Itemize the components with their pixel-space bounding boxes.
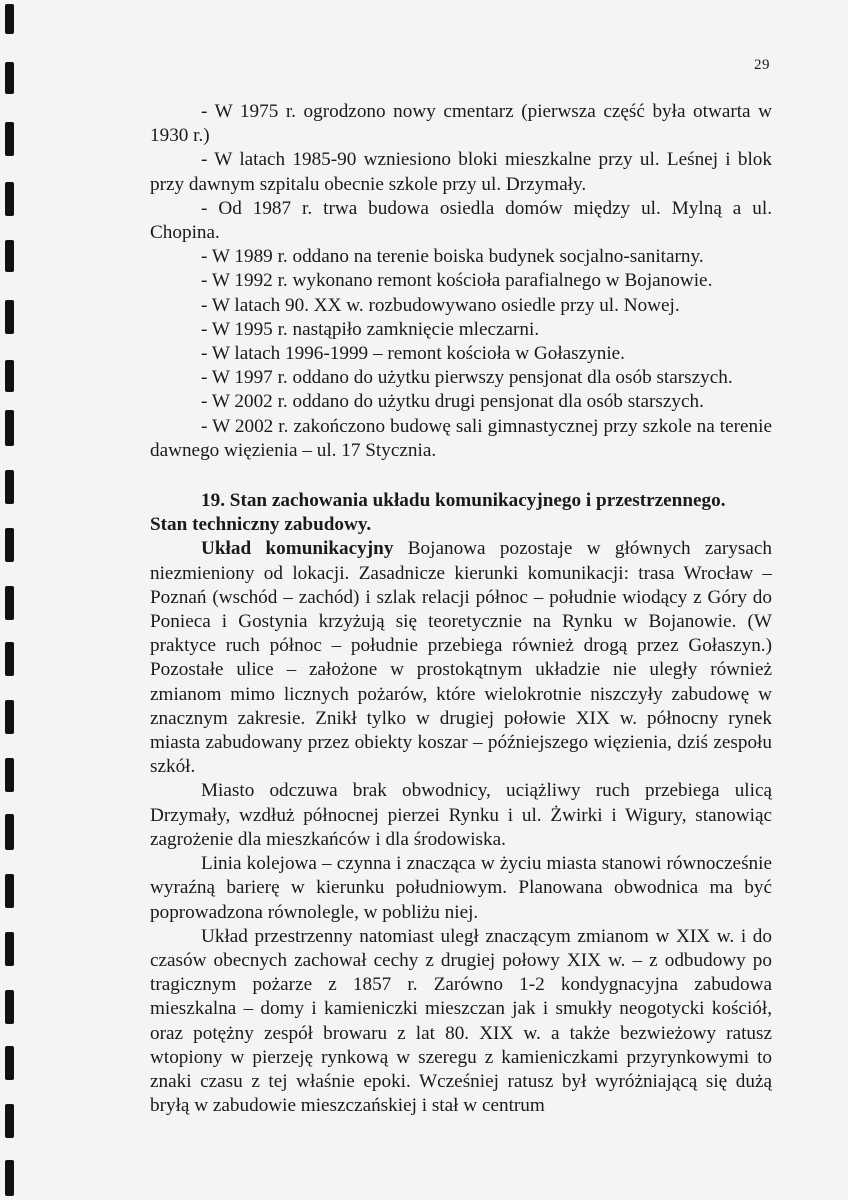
paragraph-text: Bojanowa pozostaje w głównych zarysach niezmieniony od lokacji. Zasadnicze kierunki komunikacji: trasa Wrocław – Poznań (wschód – zachód) i szlak relacji północ – południe wiodący z Góry do Ponieca i Gostynia krzyżują się teoretycznie na Rynku w Bojanowie. (W praktyce ruch północ – południe przebiega również drogą przez Gołaszyn.) Pozostałe ulice – założone w prostokątnym układzie nie uległy również zmianom mimo licznych pożarów, które wielokrotnie niszczyły zabudowę w znacznym zakresie. Znikł tylko w drugiej połowie XIX w. północny rynek miasta zabudowany przez obiekty koszar – późniejszego więzienia, dziś zespołu szkół.	[150, 538, 772, 778]
list-item: - W latach 1985-90 wzniesiono bloki mieszkalne przy ul. Leśnej i blok przy dawnym szpitalu obecnie szkole przy ul. Drzymały.	[150, 149, 772, 195]
binding-hole	[5, 586, 14, 620]
list-item: - Od 1987 r. trwa budowa osiedla domów między ul. Mylną a ul. Chopina.	[150, 197, 772, 244]
page-body	[150, 100, 772, 1118]
binding-hole	[5, 182, 14, 216]
paragraph-bypass: Miasto odczuwa brak obwodnicy, uciążliwy ruch przebiega ulicą Drzymały, wzdłuż północnej pierzei Rynku i ul. Żwirki i Wigury, stanowiąc zagrożenie dla mieszkańców i dla środowiska.	[150, 780, 772, 850]
binding-hole	[5, 874, 14, 908]
list-item: - W 1992 r. wykonano remont kościoła parafialnego w Bojanowie.	[201, 270, 713, 292]
section-heading	[150, 489, 772, 537]
section-heading-line-2: Stan techniczny zabudowy.	[150, 514, 372, 536]
binding-hole	[5, 122, 14, 156]
list-item: - W 2002 r. zakończono budowę sali gimnastycznej przy szkole na terenie dawnego więzienia – ul. 17 Stycznia.	[150, 415, 772, 461]
binding-hole	[5, 814, 14, 850]
paragraph-railway: Linia kolejowa – czynna i znacząca w życiu miasta stanowi równocześnie wyraźną barierę w kierunku południowym. Planowana obwodnica ma być poprowadzona równolegle, w pobliżu niej.	[150, 853, 772, 923]
page-number: 29	[754, 57, 770, 73]
binding-hole	[5, 300, 14, 334]
binding-hole	[5, 990, 14, 1024]
binding-hole	[5, 1046, 14, 1080]
paragraph-communication-layout	[150, 537, 772, 779]
list-item: - W latach 1996-1999 – remont kościoła w Gołaszynie.	[201, 343, 625, 365]
binding-hole	[5, 470, 14, 504]
binding-hole	[5, 410, 14, 446]
section-heading-line-1: 19. Stan zachowania układu komunikacyjnego i przestrzennego.	[201, 490, 726, 512]
list-item: - W 2002 r. oddano do użytku drugi pensjonat dla osób starszych.	[201, 391, 704, 413]
list-item: - W 1995 r. nastąpiło zamknięcie mleczarni.	[201, 318, 540, 340]
list-item: - W latach 90. XX w. rozbudowywano osiedle przy ul. Nowej.	[201, 294, 680, 316]
list-item: - W 1997 r. oddano do użytku pierwszy pensjonat dla osób starszych.	[201, 367, 733, 389]
binding-hole	[5, 642, 14, 676]
list-item: - W 1975 r. ogrodzono nowy cmentarz (pierwsza część była otwarta w 1930 r.)	[150, 101, 772, 147]
binding-hole	[5, 1104, 14, 1138]
list-item: - W 1989 r. oddano na terenie boiska budynek socjalno-sanitarny.	[201, 246, 704, 268]
paragraph-lead-term: Układ komunikacyjny	[201, 538, 394, 560]
binding-hole	[5, 62, 14, 94]
binding-hole	[5, 528, 14, 562]
binding-hole	[5, 4, 14, 34]
binding-hole	[5, 360, 14, 392]
binding-hole	[5, 932, 14, 966]
binding-hole	[5, 1160, 14, 1196]
spiral-binding	[0, 0, 20, 1200]
binding-hole	[5, 700, 14, 734]
binding-hole	[5, 758, 14, 792]
paragraph-spatial-layout: Układ przestrzenny natomiast uległ znaczącym zmianom w XIX w. i do czasów obecnych zachował cechy z drugiej połowy XIX w. – z odbudowy po tragicznym pożarze z 1857 r. Zarówno 1-2 kondygnacyjna zabudowa mieszkalna – domy i kamieniczki mieszczan jak i smukły neogotycki kościół, oraz potężny zespół browaru z lat 80. XIX w. a także bezwieżowy ratusz wtopiony w pierzeję rynkową w szeregu z kamieniczkami przyrynkowymi to znaki czasu z tej właśnie epoki. Wcześniej ratusz był wyróżniającą się dużą bryłą w zabudowie mieszczańskiej i stał w centrum	[150, 925, 772, 1117]
binding-hole	[5, 240, 14, 272]
